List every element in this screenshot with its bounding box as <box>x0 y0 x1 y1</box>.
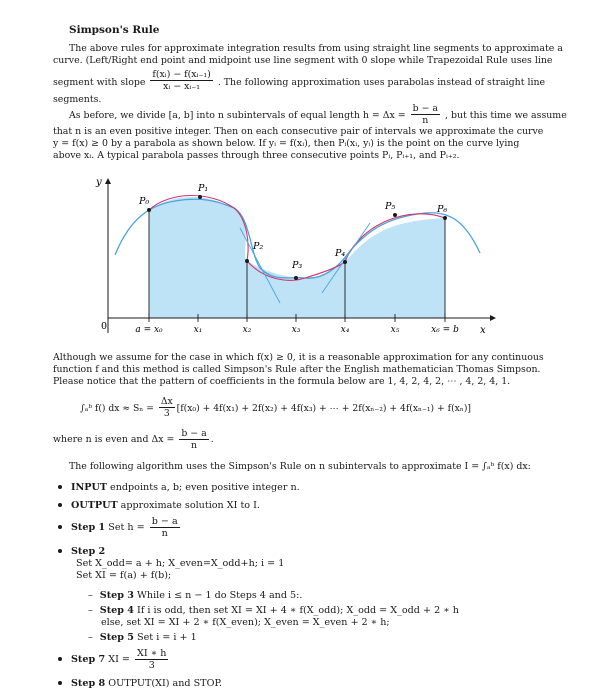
step7-label: Step 7 <box>71 654 106 665</box>
section-title: Simpson's Rule <box>69 24 160 36</box>
curve-point-label: P₃ <box>292 260 303 271</box>
step7-numerator: XI ∗ h <box>137 648 167 659</box>
bullet-icon <box>58 525 62 529</box>
curve-point-marker <box>393 213 397 217</box>
step2-line-2: Set XI = f(a) + f(b); <box>76 570 172 581</box>
para3-line-1: Although we assume for the case in which f(x) ≥ 0, it is a reasonable approximation for any continuous <box>53 352 544 363</box>
x-tick-label: x₂ <box>242 325 252 335</box>
x-tick-label: x₃ <box>291 325 301 335</box>
curve-point-label: P₄ <box>335 248 346 259</box>
step1-text: Set h = <box>108 522 145 533</box>
where-denominator: n <box>191 440 198 451</box>
curve-point-marker <box>245 259 249 263</box>
output-label: OUTPUT <box>71 500 118 511</box>
algo-step-2 <box>58 546 105 558</box>
simpson-parabola-figure <box>90 173 510 343</box>
algo-step-4 <box>88 605 459 617</box>
step1-denominator: n <box>161 528 168 539</box>
x-tick-label: x₅ <box>390 325 400 335</box>
step7-denominator: 3 <box>148 660 155 671</box>
step7-text: XI = <box>108 654 130 665</box>
formula-rhs: [f(x₀) + 4f(x₁) + 2f(x₂) + 4f(x₃) + ⋯ + 2f(xₙ₋₂) + 4f(xₙ₋₁) + f(xₙ)] <box>176 403 471 414</box>
formula-coefficient <box>159 396 175 419</box>
step1-fraction <box>150 516 180 539</box>
dx-fraction <box>411 103 440 126</box>
para2-line-4: above xᵢ. A typical parabola passes through three consecutive points Pᵢ, Pᵢ₊₁, and Pᵢ₊₂. <box>53 150 460 161</box>
curve-point-label: P₂ <box>253 241 264 252</box>
curve-point-marker <box>147 208 151 212</box>
para3-line-3: Please notice that the pattern of coefficients in the formula below are 1, 4, 2, 4, 2, ⋯ , 4, 2, 4, 1. <box>53 376 511 387</box>
bullet-icon <box>58 681 62 685</box>
curve-point-marker <box>343 260 347 264</box>
curve-point-label: P₀ <box>139 196 150 207</box>
algo-step-1 <box>58 516 182 540</box>
formula-lhs: ∫ₐᵇ f() dx ≈ Sₙ = <box>80 403 154 414</box>
where-clause <box>53 428 214 452</box>
intro-slope-label: segment with slope <box>53 77 146 88</box>
dash-icon: – <box>88 632 93 643</box>
algo-step-5 <box>88 632 197 644</box>
curve-point-marker <box>443 216 447 220</box>
step1-label: Step 1 <box>71 522 106 533</box>
intro-line-1: The above rules for approximate integration results from using straight line segments to approximate a <box>69 43 563 54</box>
bullet-icon <box>58 549 62 553</box>
para2-line-1a: As before, we divide [a, b] into n subintervals of equal length h = Δx = <box>69 110 406 121</box>
intro-line-2: curve. (Left/Right end point and midpoint use line segment with 0 slope while Trapezoidal Rule uses line <box>53 55 553 66</box>
para2-line-3: y = f(x) ≥ 0 by a parabola as shown below. If yᵢ = f(xᵢ), then Pᵢ(xᵢ, yᵢ) is the point on the curve lying <box>53 138 520 149</box>
intro-slope-tail: . The following approximation uses parabolas instead of straight line <box>217 77 546 88</box>
algo-step-8 <box>58 678 222 690</box>
simpson-formula <box>80 396 471 422</box>
step2-line-1: Set X_odd= a + h; X_even=X_odd+h; i = 1 <box>76 558 285 569</box>
dash-icon: – <box>88 590 93 601</box>
where-period: . <box>210 434 214 445</box>
algo-step-3 <box>88 590 302 602</box>
curve-point-label: P₆ <box>437 204 448 215</box>
algo-input <box>58 482 300 494</box>
step4-line-1: If i is odd, then set XI = XI + 4 ∗ f(X_odd); X_odd = X_odd + 2 ∗ h <box>137 605 459 616</box>
dx-denominator: n <box>422 115 429 126</box>
where-text: where n is even and Δx = <box>53 434 175 445</box>
step4-label: Step 4 <box>99 605 134 616</box>
slope-numerator: f(xᵢ) − f(xᵢ₋₁) <box>152 69 211 80</box>
curve-point-label: P₅ <box>385 201 396 212</box>
algo-output <box>58 500 260 512</box>
step1-numerator: b − a <box>151 516 178 527</box>
para2-line-2: that n is an even positive integer. Then on each consecutive pair of intervals we approximate the curve <box>53 126 544 137</box>
step8-label: Step 8 <box>71 678 106 689</box>
x-tick-label: x₁ <box>193 325 203 335</box>
where-fraction <box>179 428 208 451</box>
bullet-icon <box>58 503 62 507</box>
step5-text: Set i = i + 1 <box>137 632 197 643</box>
step3-text: While i ≤ n − 1 do Steps 4 and 5:. <box>137 590 303 601</box>
step5-label: Step 5 <box>99 632 134 643</box>
curve-point-label: P₁ <box>198 183 209 194</box>
x-tick-label: a = x₀ <box>135 325 163 335</box>
origin-label: 0 <box>101 321 108 332</box>
formula-coef-numerator: Δx <box>160 396 173 407</box>
bullet-icon <box>58 485 62 489</box>
output-text: approximate solution XI to I. <box>120 500 260 511</box>
algorithm-intro: The following algorithm uses the Simpson's Rule on n subintervals to approximate I = ∫ₐᵇ f(x) dx: <box>69 461 531 472</box>
x-axis-label: x <box>480 325 486 336</box>
slope-fraction <box>150 69 212 92</box>
where-numerator: b − a <box>181 428 207 439</box>
dx-numerator: b − a <box>412 103 438 114</box>
step2-label: Step 2 <box>71 546 106 557</box>
curve-point-marker <box>294 276 298 280</box>
slope-denominator: xᵢ − xᵢ₋₁ <box>163 81 201 92</box>
step4-line-2: else, set XI = XI + 2 ∗ f(X_even); X_even = X_even + 2 ∗ h; <box>101 617 390 628</box>
y-axis-label: y <box>96 177 102 188</box>
input-label: INPUT <box>71 482 107 493</box>
para2-line-1 <box>69 104 567 128</box>
bullet-icon <box>58 657 62 661</box>
curve-point-marker <box>198 195 202 199</box>
step3-label: Step 3 <box>99 590 134 601</box>
dash-icon: – <box>88 605 93 616</box>
intro-line-3 <box>53 70 545 96</box>
step7-fraction <box>135 648 168 671</box>
para2-line-1b: , but this time we assume <box>444 110 567 121</box>
area-under-curve <box>149 197 448 318</box>
formula-coef-denominator: 3 <box>163 408 170 419</box>
step8-text: OUTPUT(XI) and STOP. <box>108 678 223 689</box>
x-tick-label: x₆ = b <box>431 325 459 335</box>
x-tick-label: x₄ <box>340 325 350 335</box>
input-text: endpoints a, b; even positive integer n. <box>110 482 300 493</box>
para3-line-2: function f and this method is called Simpson's Rule after the English mathematician Thomas Simpson. <box>53 364 541 375</box>
algo-step-7 <box>58 648 170 672</box>
intro-line-4: segments. <box>53 94 102 105</box>
